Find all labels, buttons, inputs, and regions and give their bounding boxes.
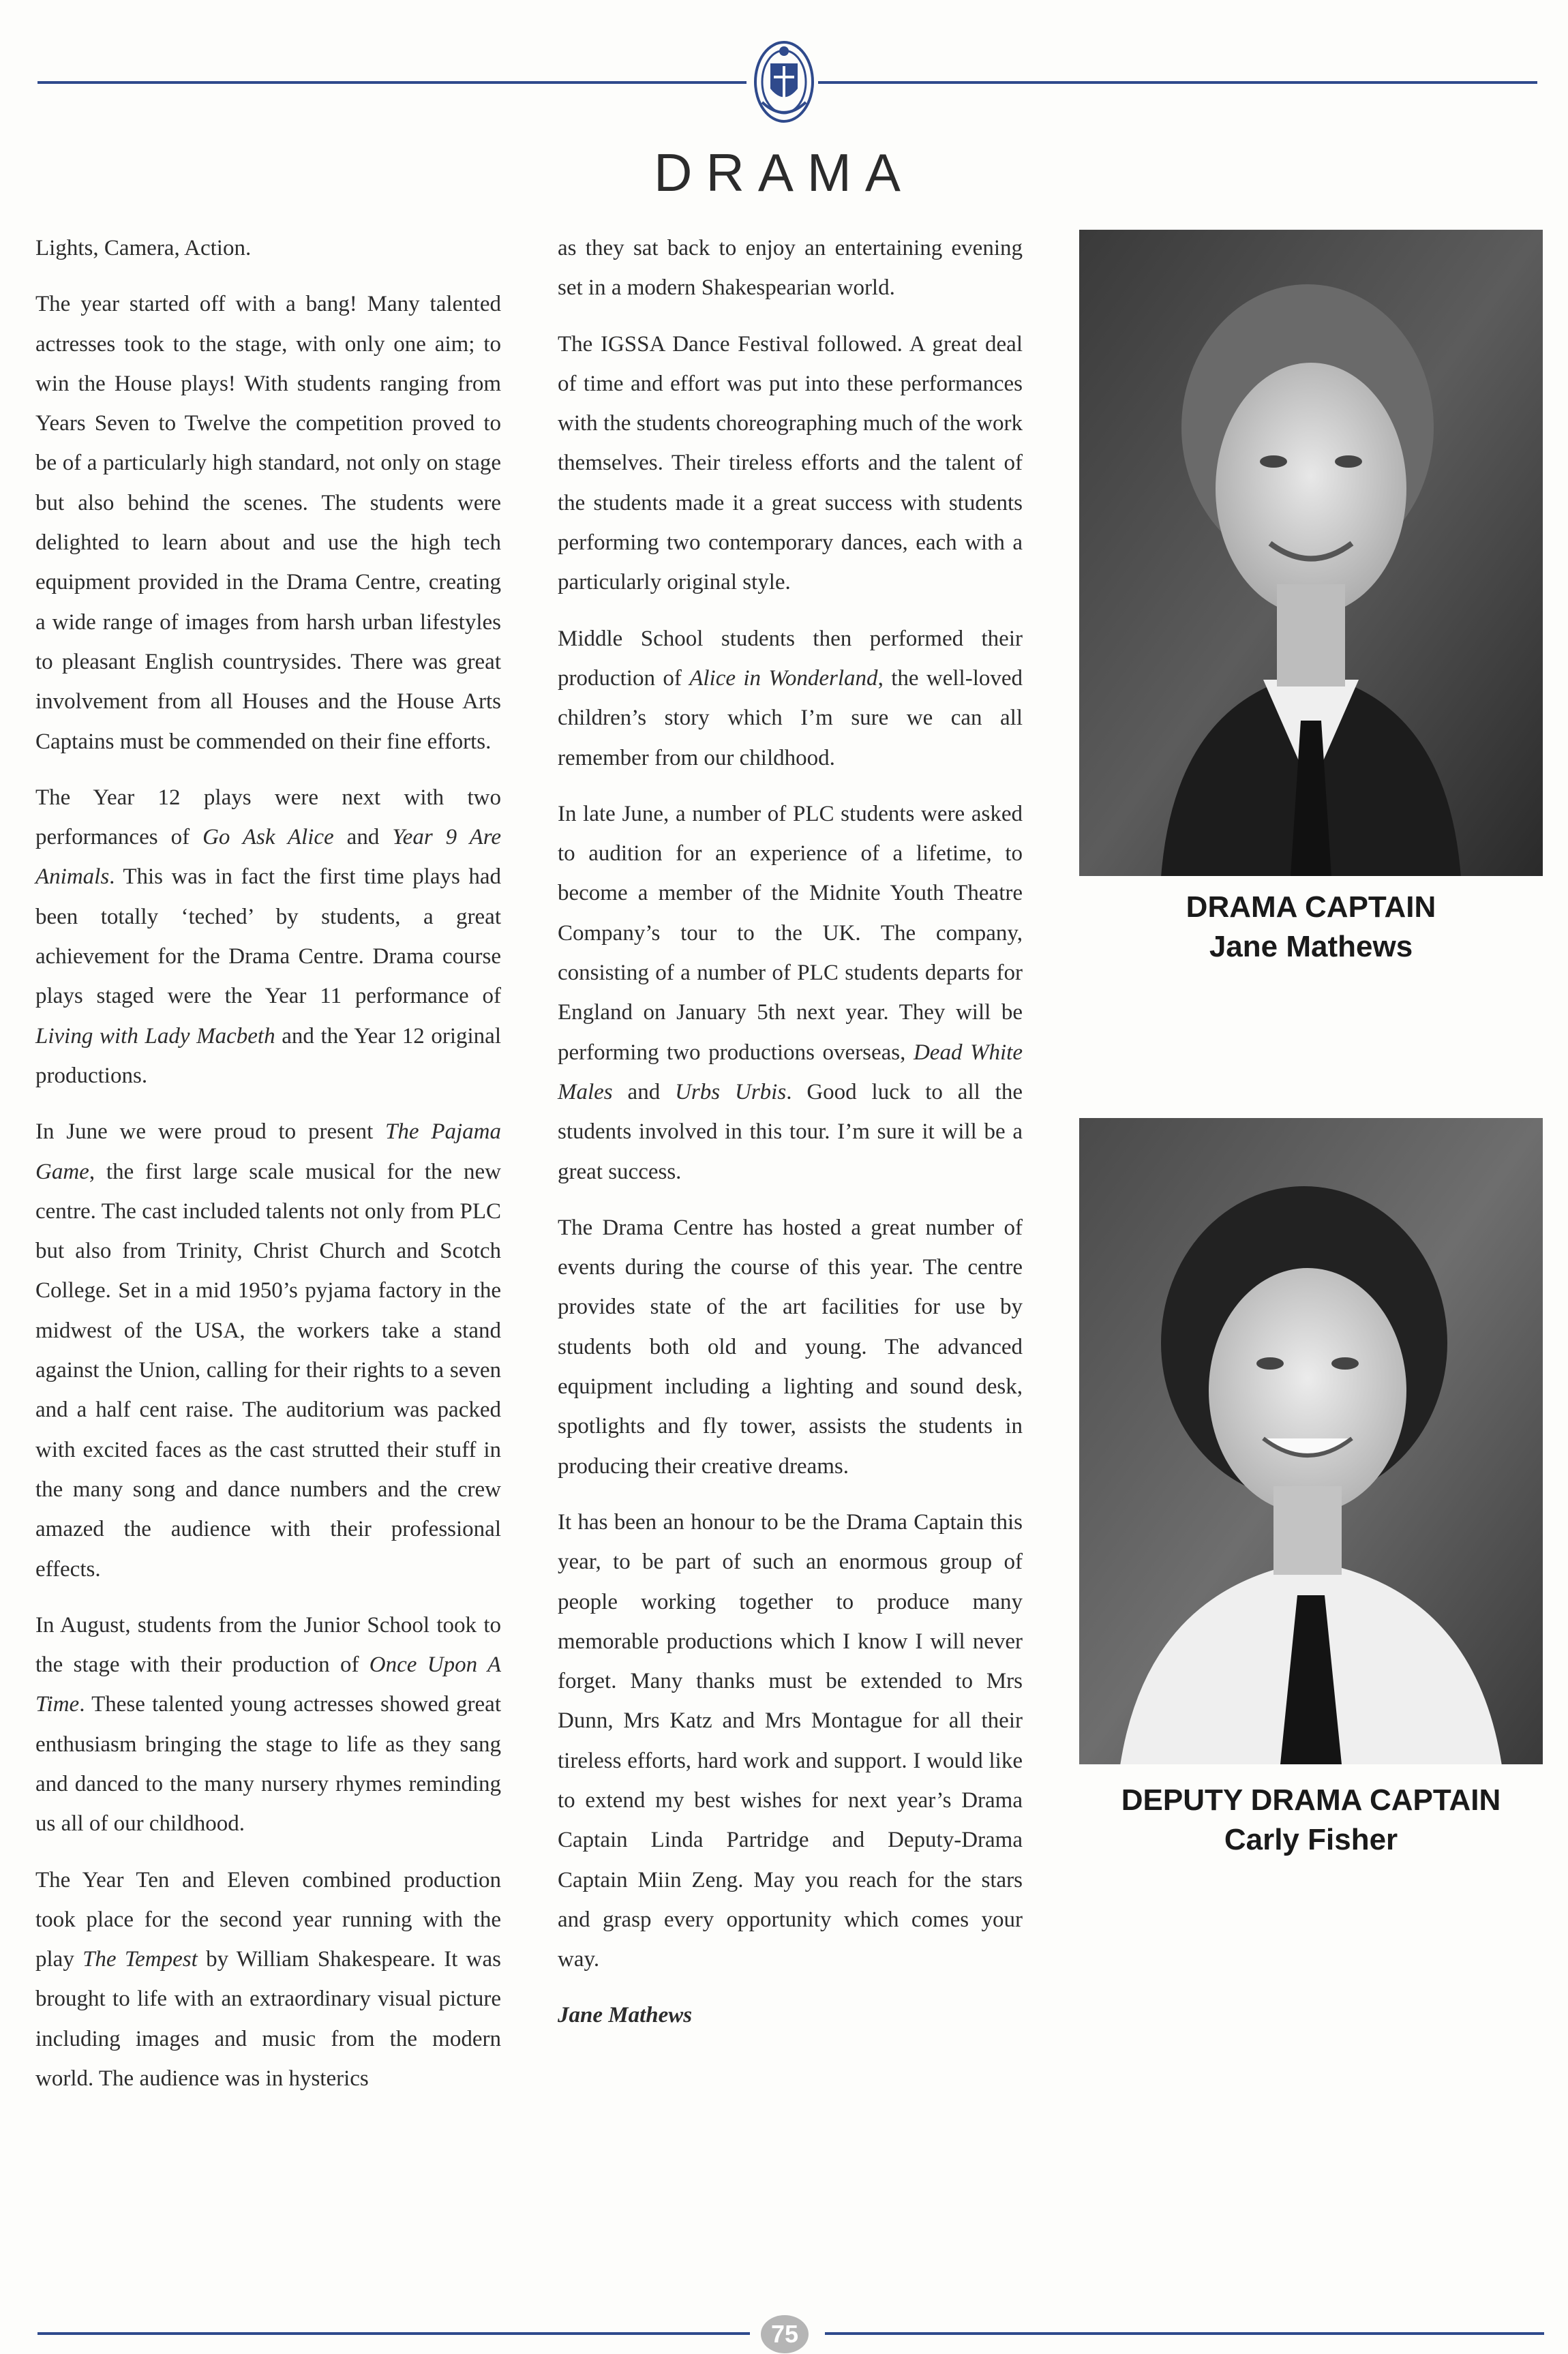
middle-paragraph-2: The IGSSA Dance Festival followed. A great deal of time and effort was put into these performances with the students choreographing much of the work themselves. Their tireless efforts and the talent of the students made it a great success with students performing two contemporary dances, each with a particularly original style.	[558, 331, 1023, 595]
bottom-rule-left	[37, 2332, 750, 2335]
middle-paragraph-1: as they sat back to enjoy an entertaining evening set in a modern Shakespearian world.	[558, 236, 1023, 301]
middle-paragraph-4: In late June, a number of PLC students were asked to audition for an experience of a lifetime, to become a member of the Midnite Youth Theatre Company’s tour to the UK. The company, consisting of a number of PLC students departs for England on January 5th next year. They will be performing two productions overseas, Dead White Males and Urbs Urbis. Good luck to all the students involved in this tour. I’m sure it will be a great success.	[558, 801, 1023, 1184]
deputy-drama-captain-photo	[1079, 1118, 1543, 1764]
bottom-rule-right	[825, 2332, 1544, 2335]
middle-text-column	[558, 228, 1023, 2052]
left-paragraph-3: The Year 12 plays were next with two performances of Go Ask Alice and Year 9 Are Animals. This was in fact the first time plays had been totally ‘teched’ by students, a great achievement for the Drama Centre. Drama course plays staged were the Year 11 performance of Living with Lady Macbeth and the Year 12 original productions.	[35, 785, 501, 1088]
middle-paragraph-6: It has been an honour to be the Drama Captain this year, to be part of such an enormous group of people working together to produce many memorable productions which I know I will never forget. Many thanks must be extended to Mrs Dunn, Mrs Katz and Mrs Montague for all their tireless efforts, hard work and support. I would like to extend my best wishes for next year’s Drama Captain Linda Partridge and Deputy-Drama Captain Miin Zeng. May you reach for the stars and grasp every opportunity which comes your way.	[558, 1509, 1023, 1972]
deputy-drama-captain-role: DEPUTY DRAMA CAPTAIN	[1121, 1783, 1501, 1817]
drama-captain-photo	[1079, 230, 1543, 876]
left-paragraph-2: The year started off with a bang! Many talented actresses took to the stage, with only one aim; to win the House plays! With students ranging from Years Seven to Twelve the competition proved to be of a particularly high standard, not only on stage but also behind the scenes. The students were delighted to learn about and use the high tech equipment provided in the Drama Centre, creating a wide range of images from harsh urban lifestyles to pleasant English countrysides. There was great involvement from all Houses and the House Arts Captains must be commended on their fine efforts.	[35, 292, 501, 754]
section-title: DRAMA	[654, 142, 914, 202]
author-signature: Jane Mathews	[558, 2003, 693, 2028]
left-paragraph-6: The Year Ten and Eleven combined production took place for the second year running with the play The Tempest by William Shakespeare. It was brought to life with an extraordinary visual picture including images and music from the modern world. The audience was in hysterics	[35, 1867, 501, 2092]
middle-paragraph-5: The Drama Centre has hosted a great number of events during the course of this year. The centre provides state of the art facilities for use by students both old and young. The advanced equipment including a lighting and sound desk, spotlights and fly tower, assists the students in producing their creative dreams.	[558, 1215, 1023, 1479]
left-paragraph-4: In June we were proud to present The Pajama Game, the first large scale musical for the new centre. The cast included talents not only from PLC but also from Trinity, Christ Church and Scotch College. Set in a mid 1950’s pyjama factory in the midwest of the USA, the workers take a stand against the Union, calling for their rights to a seven and a half cent raise. The auditorium was packed with excited faces as the cast strutted their stuff in the many song and dance numbers and the crew amazed the audience with their professional effects.	[35, 1119, 501, 1582]
left-paragraph-5: In August, students from the Junior School took to the stage with their production of Once Upon A Time. These talented young actresses showed great enthusiasm bringing the stage to life as they sang and danced to the many nursery rhymes reminding us all of our childhood.	[35, 1612, 501, 1837]
left-paragraph-1: Lights, Camera, Action.	[35, 236, 252, 260]
deputy-drama-captain-caption	[1079, 1781, 1543, 1860]
drama-captain-caption	[1079, 888, 1543, 967]
left-text-column	[35, 228, 501, 2115]
top-rule-left	[37, 81, 747, 84]
school-crest-icon	[750, 37, 818, 126]
drama-captain-name: Jane Mathews	[1209, 930, 1413, 963]
deputy-drama-captain-name: Carly Fisher	[1224, 1823, 1398, 1856]
top-rule-right	[818, 81, 1537, 84]
drama-captain-role: DRAMA CAPTAIN	[1186, 890, 1436, 924]
middle-paragraph-3: Middle School students then performed their production of Alice in Wonderland, the well-loved children’s story which I’m sure we can all remember from our childhood.	[558, 626, 1023, 770]
page-number: 75	[761, 2315, 809, 2353]
